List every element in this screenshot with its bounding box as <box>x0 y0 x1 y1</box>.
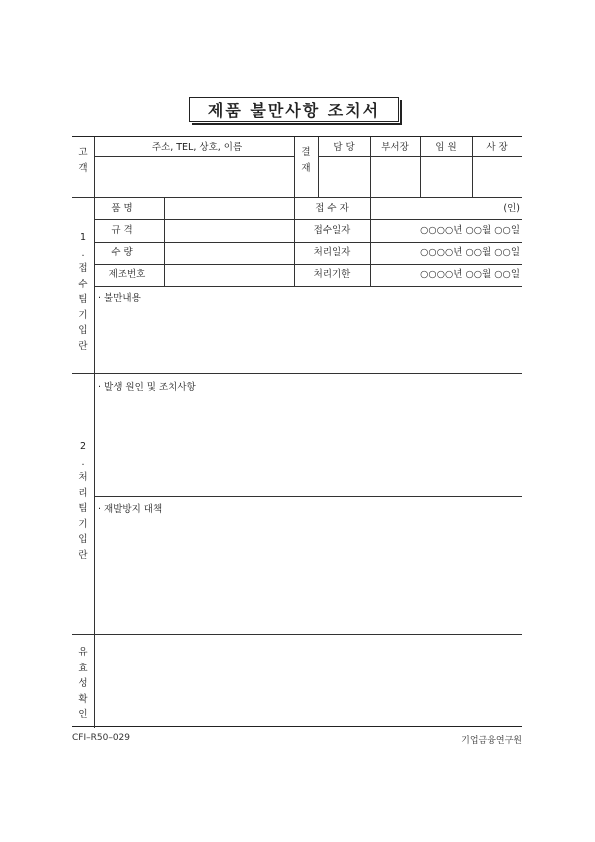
customer-header-label: 주소, TEL, 상호, 이름 <box>151 142 243 153</box>
divider-approval-col-4 <box>472 137 473 197</box>
approval-col-dept-head: 부서장 <box>381 142 409 153</box>
divider-field-row-2 <box>94 242 522 243</box>
field-value-deadline: ○○○○년 ○○월 ○○일 <box>420 269 520 280</box>
field-label-process-date: 처리일자 <box>313 247 351 258</box>
field-value-process-date: ○○○○년 ○○월 ○○일 <box>420 247 520 258</box>
processing-side-label: 2 . 처 리 팀 기 입 란 <box>78 441 88 561</box>
divider-customer-bottom <box>72 197 522 198</box>
divider-side-column <box>94 137 95 728</box>
field-value-receiver: (인) <box>503 203 520 214</box>
reception-side-label: 1 . 접 수 팀 기 입 란 <box>78 232 88 352</box>
complaint-form <box>72 136 522 727</box>
divider-cause-bottom <box>94 496 522 497</box>
cause-action-label: · 발생 원인 및 조치사항 <box>98 382 196 393</box>
approval-col-president: 사 장 <box>486 142 508 153</box>
customer-side-label: 고 객 <box>78 147 88 174</box>
form-code: CFI–R50–029 <box>72 733 130 743</box>
divider-processing-bottom <box>72 634 522 635</box>
divider-field-row-1 <box>94 219 522 220</box>
document-title <box>189 97 399 122</box>
divider-approval-label <box>318 137 319 197</box>
field-label-product: 품 명 <box>111 203 133 214</box>
divider-fields-bottom <box>94 286 522 287</box>
field-label-spec: 규 격 <box>111 225 133 236</box>
divider-approval-col-2 <box>370 137 371 286</box>
validity-side-label: 유 효 성 확 인 <box>78 647 88 720</box>
divider-approval-left <box>294 137 295 197</box>
divider-approval-col-3 <box>420 137 421 197</box>
document-title-text: 제품 불만사항 조치서 <box>207 101 381 120</box>
divider-field-row-3 <box>94 264 522 265</box>
divider-field-value <box>294 197 295 286</box>
organization-name: 기업금융연구원 <box>461 736 522 746</box>
field-label-deadline: 처리기한 <box>313 269 351 280</box>
prevention-label: · 재발방지 대책 <box>98 504 163 515</box>
approval-side-label: 결 재 <box>301 147 311 174</box>
divider-customer-header <box>94 156 294 157</box>
field-label-quantity: 수 량 <box>111 247 133 258</box>
field-label-receiver: 접 수 자 <box>315 203 349 214</box>
divider-reception-bottom <box>72 373 522 374</box>
field-label-receipt-date: 접수일자 <box>313 225 351 236</box>
complaint-content-label: · 불만내용 <box>98 293 141 304</box>
field-label-serial-no: 제조번호 <box>108 269 146 280</box>
field-value-receipt-date: ○○○○년 ○○월 ○○일 <box>420 225 520 236</box>
approval-col-staff: 담 당 <box>333 142 355 153</box>
divider-field-label <box>164 197 165 286</box>
approval-col-executive: 임 원 <box>435 142 457 153</box>
